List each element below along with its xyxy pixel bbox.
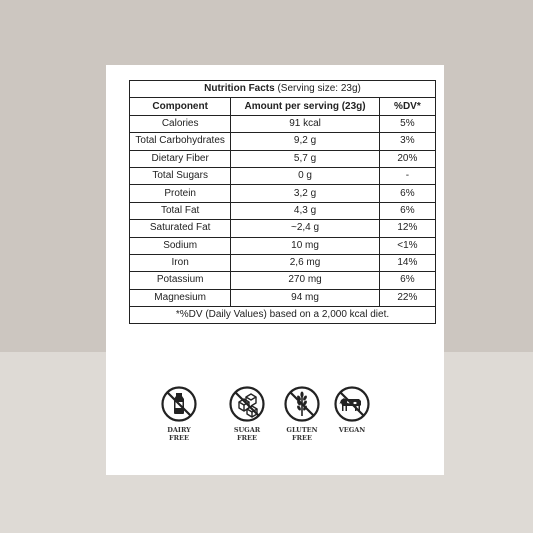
badge-label: VEGAN [338, 426, 366, 434]
sugar-free-icon [228, 385, 266, 423]
nutrient-amount: 2,6 mg [231, 254, 379, 271]
badge-gluten-free [274, 385, 330, 442]
table-header-row [130, 98, 436, 115]
table-row [130, 150, 436, 167]
table-title [130, 81, 436, 98]
nutrient-name: Saturated Fat [130, 220, 231, 237]
nutrient-amount: 0 g [231, 167, 379, 184]
column-header-dv: %DV* [379, 98, 435, 115]
nutrient-amount: 91 kcal [231, 115, 379, 132]
nutrient-amount: 3,2 g [231, 185, 379, 202]
nutrient-name: Magnesium [130, 289, 231, 306]
nutrient-amount: 94 mg [231, 289, 379, 306]
nutrient-dv: 14% [379, 254, 435, 271]
vegan-icon [333, 385, 371, 423]
table-row [130, 254, 436, 271]
nutrient-dv: 3% [379, 133, 435, 150]
badge-label: DAIRY FREE [167, 426, 191, 442]
nutrient-name: Protein [130, 185, 231, 202]
nutrient-dv: 6% [379, 185, 435, 202]
nutrient-dv: 22% [379, 289, 435, 306]
table-row [130, 115, 436, 132]
table-footnote-row [130, 307, 436, 324]
nutrient-name: Iron [130, 254, 231, 271]
nutrient-name: Total Carbohydrates [130, 133, 231, 150]
table-footnote: *%DV (Daily Values) based on a 2,000 kcal diet. [130, 307, 436, 324]
badge-label: GLUTEN FREE [286, 426, 318, 442]
column-header-amount: Amount per serving (23g) [231, 98, 379, 115]
table-row [130, 220, 436, 237]
table-row [130, 133, 436, 150]
nutrient-amount: 5,7 g [231, 150, 379, 167]
nutrition-facts-table [129, 80, 436, 324]
badge-sugar-free [219, 385, 275, 442]
badge-dairy-free [151, 385, 207, 442]
nutrient-dv: 6% [379, 202, 435, 219]
nutrient-name: Total Fat [130, 202, 231, 219]
diet-badges [106, 385, 444, 455]
nutrient-dv: 6% [379, 272, 435, 289]
table-title-row [130, 81, 436, 98]
nutrient-name: Total Sugars [130, 167, 231, 184]
table-title-serving: (Serving size: 23g) [274, 83, 361, 95]
table-row [130, 272, 436, 289]
badge-label: SUGAR FREE [233, 426, 261, 442]
nutrient-amount: ~2,4 g [231, 220, 379, 237]
nutrient-name: Dietary Fiber [130, 150, 231, 167]
table-row [130, 202, 436, 219]
dairy-free-icon [160, 385, 198, 423]
nutrient-amount: 9,2 g [231, 133, 379, 150]
column-header-component: Component [130, 98, 231, 115]
nutrient-amount: 270 mg [231, 272, 379, 289]
table-row [130, 289, 436, 306]
nutrient-amount: 10 mg [231, 237, 379, 254]
nutrient-dv: <1% [379, 237, 435, 254]
badge-vegan [324, 385, 380, 435]
nutrient-dv: - [379, 167, 435, 184]
table-row [130, 167, 436, 184]
nutrient-amount: 4,3 g [231, 202, 379, 219]
nutrition-card [106, 65, 444, 475]
table-row [130, 185, 436, 202]
gluten-free-icon [283, 385, 321, 423]
nutrient-dv: 5% [379, 115, 435, 132]
table-row [130, 237, 436, 254]
table-title-bold: Nutrition Facts [204, 83, 275, 95]
nutrient-name: Sodium [130, 237, 231, 254]
nutrient-name: Potassium [130, 272, 231, 289]
nutrient-dv: 20% [379, 150, 435, 167]
nutrient-name: Calories [130, 115, 231, 132]
nutrient-dv: 12% [379, 220, 435, 237]
